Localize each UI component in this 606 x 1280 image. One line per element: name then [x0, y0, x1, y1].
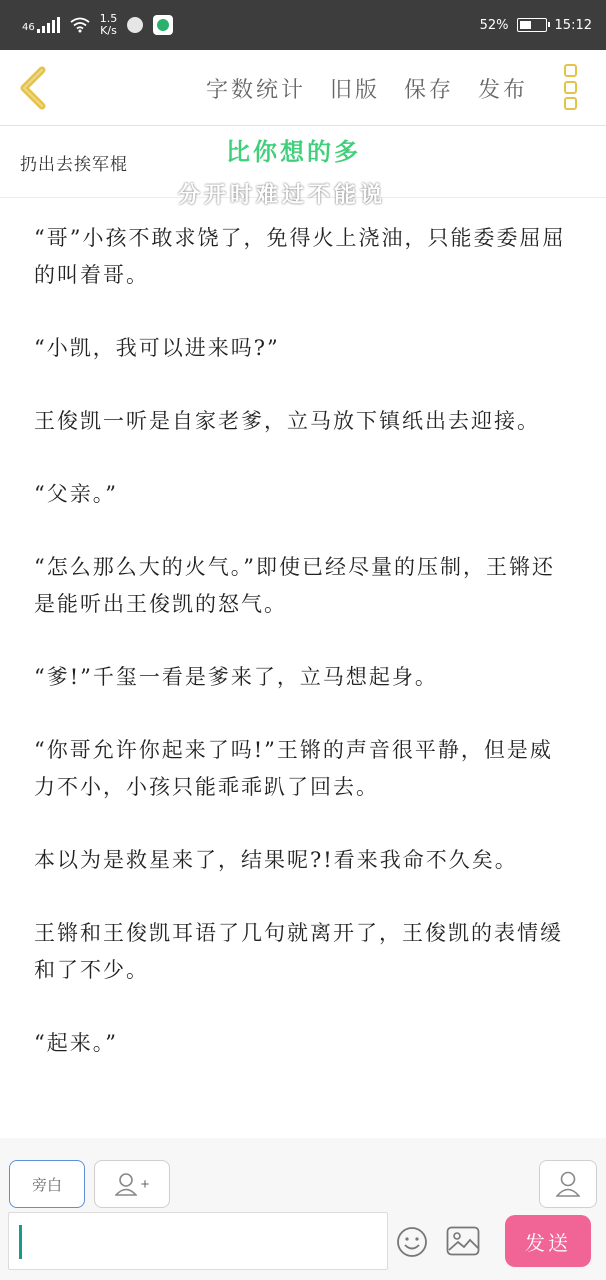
save-button[interactable]: 保存	[403, 77, 454, 103]
role-button[interactable]	[539, 1160, 597, 1208]
globe-icon	[127, 17, 143, 33]
paragraph[interactable]: “爹!”千玺一看是爹来了，立马想起身。	[34, 665, 438, 689]
person-icon	[556, 1171, 580, 1197]
paragraph[interactable]: “怎么那么大的火气。”即使已经尽量的压制，王锵还是能听出王俊凯的怒气。	[34, 555, 555, 616]
cellular-signal	[22, 17, 60, 33]
watermark-line-2: 分开时难过不能说	[178, 183, 387, 208]
paragraph[interactable]: “小凯，我可以进来吗?”	[34, 336, 280, 360]
image-icon[interactable]	[446, 1226, 480, 1256]
paragraph[interactable]: “起来。”	[34, 1031, 118, 1055]
paragraph[interactable]: 王锵和王俊凯耳语了几句就离开了，王俊凯的表情缓和了不少。	[34, 921, 563, 982]
toolbar-actions	[206, 50, 528, 126]
composer-bar	[0, 1138, 606, 1280]
emoji-icon[interactable]	[396, 1226, 428, 1258]
vertical-dots-icon[interactable]	[564, 64, 582, 110]
paragraph[interactable]: 王俊凯一听是自家老爹，立马放下镇纸出去迎接。	[34, 409, 540, 433]
old-version-button[interactable]: 旧版	[329, 77, 380, 103]
paragraph[interactable]: “你哥允许你起来了吗!”王锵的声音很平静，但是威力不小，小孩只能乖乖趴了回去。	[34, 738, 553, 799]
text-caret	[19, 1225, 22, 1259]
video-app-icon	[153, 15, 173, 35]
watermark-line-1: 比你想的多	[226, 138, 361, 166]
network-type: 46	[22, 22, 35, 33]
network-speed: 1.5 K/s	[99, 12, 118, 37]
battery-percent: 52%	[479, 17, 509, 33]
message-input[interactable]	[8, 1212, 388, 1270]
word-count-button[interactable]: 字数统计	[205, 77, 306, 103]
story-content	[34, 220, 574, 1098]
paragraph[interactable]: “父亲。”	[34, 482, 118, 506]
add-role-button[interactable]	[94, 1160, 170, 1208]
chapter-title[interactable]: 扔出去挨军棍	[20, 155, 128, 175]
plus-icon: +	[140, 1175, 150, 1193]
publish-button[interactable]: 发布	[477, 77, 528, 103]
status-bar	[0, 0, 606, 50]
chevron-left-icon[interactable]	[14, 64, 54, 112]
send-button[interactable]: 发送	[505, 1215, 591, 1267]
signal-bars-icon	[37, 17, 60, 33]
clock: 15:12	[554, 17, 592, 33]
battery-icon	[517, 18, 547, 32]
wifi-icon	[70, 17, 90, 33]
editor-toolbar	[0, 50, 606, 126]
paragraph[interactable]: “哥”小孩不敢求饶了，免得火上浇油，只能委委屈屈的叫着哥。	[34, 226, 566, 287]
person-icon	[115, 1172, 137, 1196]
chapter-header	[0, 126, 606, 208]
paragraph[interactable]: 本以为是救星来了，结果呢?!看来我命不久矣。	[34, 848, 518, 872]
narrator-button[interactable]: 旁白	[9, 1160, 85, 1208]
